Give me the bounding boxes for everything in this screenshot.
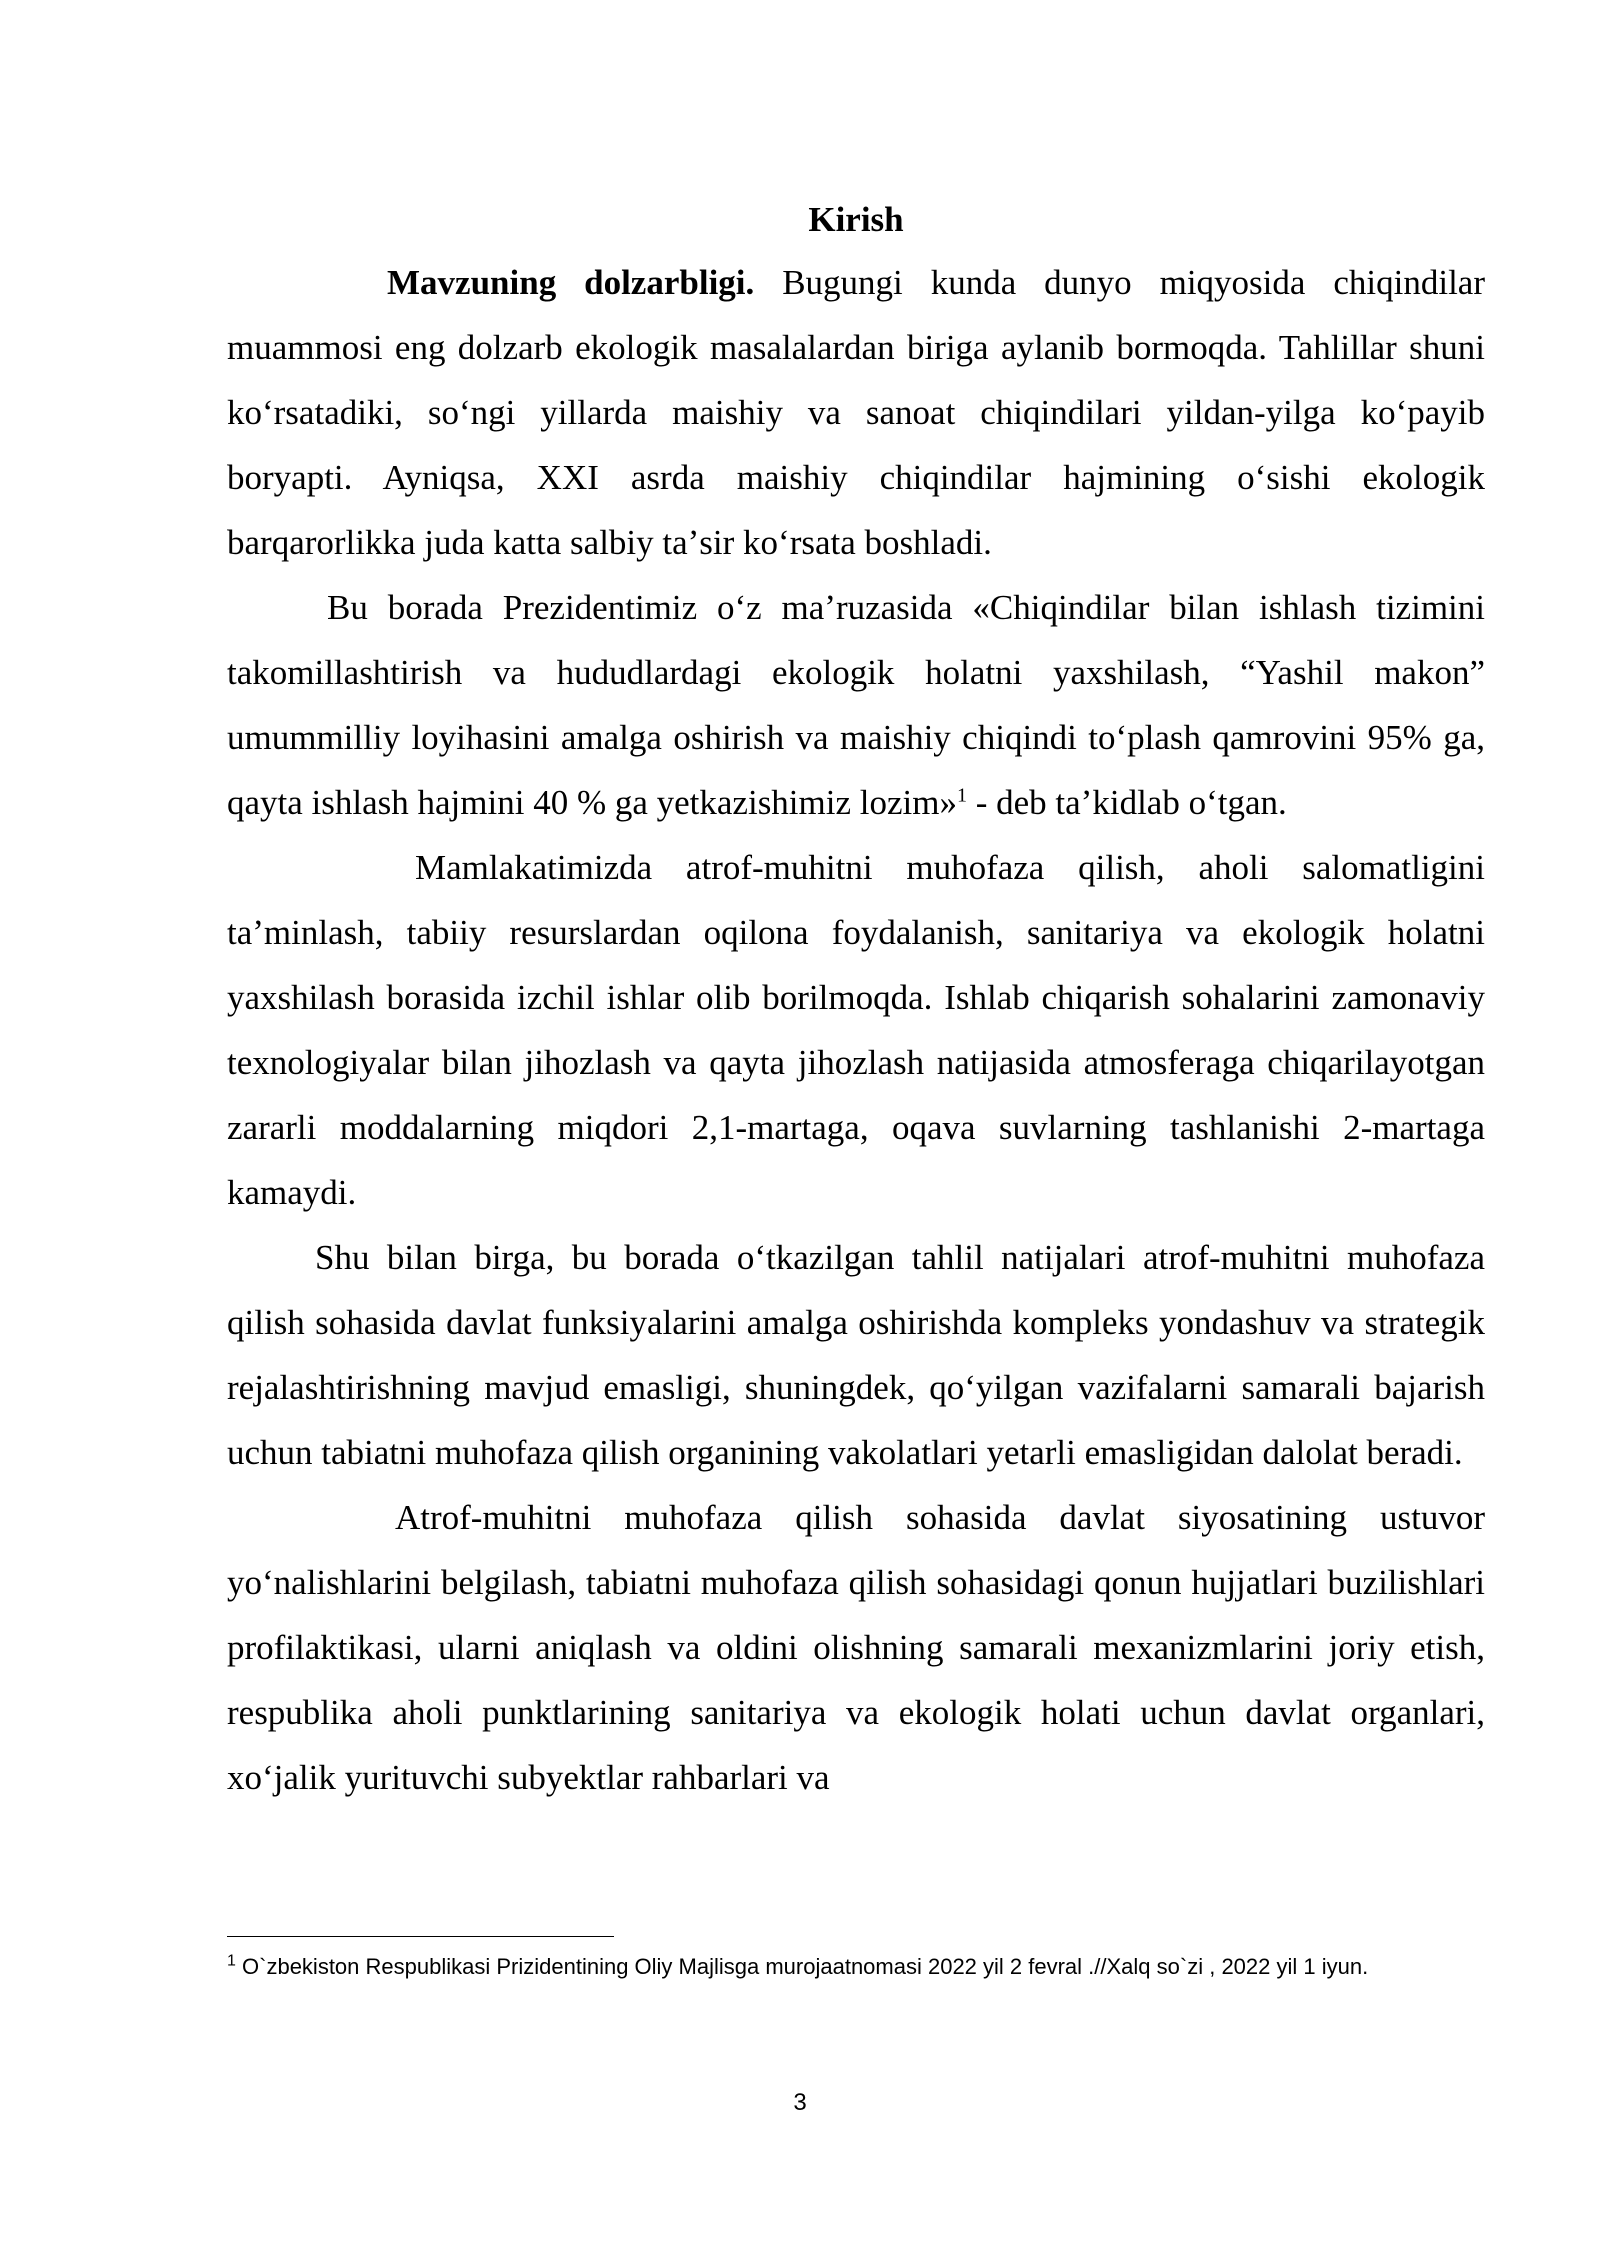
paragraph-relevance bbox=[227, 250, 1485, 575]
paragraph-analysis-results bbox=[227, 1225, 1485, 1485]
paragraph-state-policy bbox=[227, 1485, 1485, 1810]
paragraph-text: Bugungi kunda dunyo miqyosida chiqindilar muammosi eng dolzarb ekologik masalalardan biriga aylanib bormoqda. Tahlillar shuni koʻrsatadiki, soʻngi yillarda maishiy va sanoat chiqindilari yildan-yilga koʻpayib boryapti. Ayniqsa, XXI asrda maishiy chiqindilar hajmining oʻsishi ekologik barqarorlikka juda katta salbiy taʼsir koʻrsata boshladi. bbox=[227, 263, 1485, 562]
paragraph-environment-protection bbox=[227, 835, 1485, 1225]
body-text bbox=[227, 190, 1485, 1810]
footnote-separator bbox=[227, 1936, 614, 1937]
paragraph-text-after: - deb taʼkidlab oʻtgan. bbox=[966, 783, 1287, 822]
paragraph-lead: Mavzuning dolzarbligi. bbox=[387, 263, 755, 302]
footnote bbox=[227, 1950, 1485, 1983]
paragraph-president-quote bbox=[227, 575, 1485, 835]
paragraph-text: Shu bilan birga, bu borada oʻtkazilgan tahlil natijalari atrof-muhitni muhofaza qilish sohasida davlat funksiyalarini amalga oshirishda kompleks yondashuv va strategik rejalashtirishning mavjud emasligi, shuningdek, qoʻyilgan vazifalarni samarali bajarish uchun tabiatni muhofaza qilish organining vakolatlari yetarli emasligidan dalolat beradi. bbox=[227, 1238, 1485, 1472]
footnote-text: O`zbekiston Respublikasi Prizidentining Oliy Majlisga murojaatnomasi 2022 yil 2 fevral .//Xalq so`zi , 2022 yil 1 iyun. bbox=[235, 1954, 1369, 1979]
footnote-number: 1 bbox=[227, 1952, 236, 1970]
paragraph-text: Atrof-muhitni muhofaza qilish sohasida davlat siyosatining ustuvor yoʻnalishlarini belgilash, tabiatni muhofaza qilish sohasidagi qonun hujjatlari buzilishlari profilaktikasi, ularni aniqlash va oldini olishning samarali mexanizmlarini joriy etish, respublika aholi punktlarining sanitariya va ekologik holati uchun davlat organlari, xoʻjalik yurituvchi subyektlar rahbarlari va bbox=[227, 1498, 1485, 1797]
section-heading: Kirish bbox=[808, 200, 904, 239]
footnote-reference[interactable]: 1 bbox=[956, 784, 967, 807]
page-number: 3 bbox=[793, 2089, 807, 2116]
paragraph-text: Bu borada Prezidentimiz oʻz maʼruzasida «Chiqindilar bilan ishlash tizimini takomillashtirish va hududlardagi ekologik holatni yaxshilash, “Yashil makon” umummilliy loyihasini amalga oshirish va maishiy chiqindi toʻplash qamrovini 95% ga, qayta ishlash hajmini 40 % ga yetkazishimiz lozim» bbox=[227, 588, 1485, 822]
paragraph-text: Mamlakatimizda atrof-muhitni muhofaza qilish, aholi salomatligini taʼminlash, tabiiy resurslardan oqilona foydalanish, sanitariya va ekologik holatni yaxshilash borasida izchil ishlar olib borilmoqda. Ishlab chiqarish sohalarini zamonaviy texnologiyalar bilan jihozlash va qayta jihozlash natijasida atmosferaga chiqarilayotgan zararli moddalarning miqdori 2,1-martaga, oqava suvlarning tashlanishi 2-martaga kamaydi. bbox=[227, 848, 1485, 1212]
